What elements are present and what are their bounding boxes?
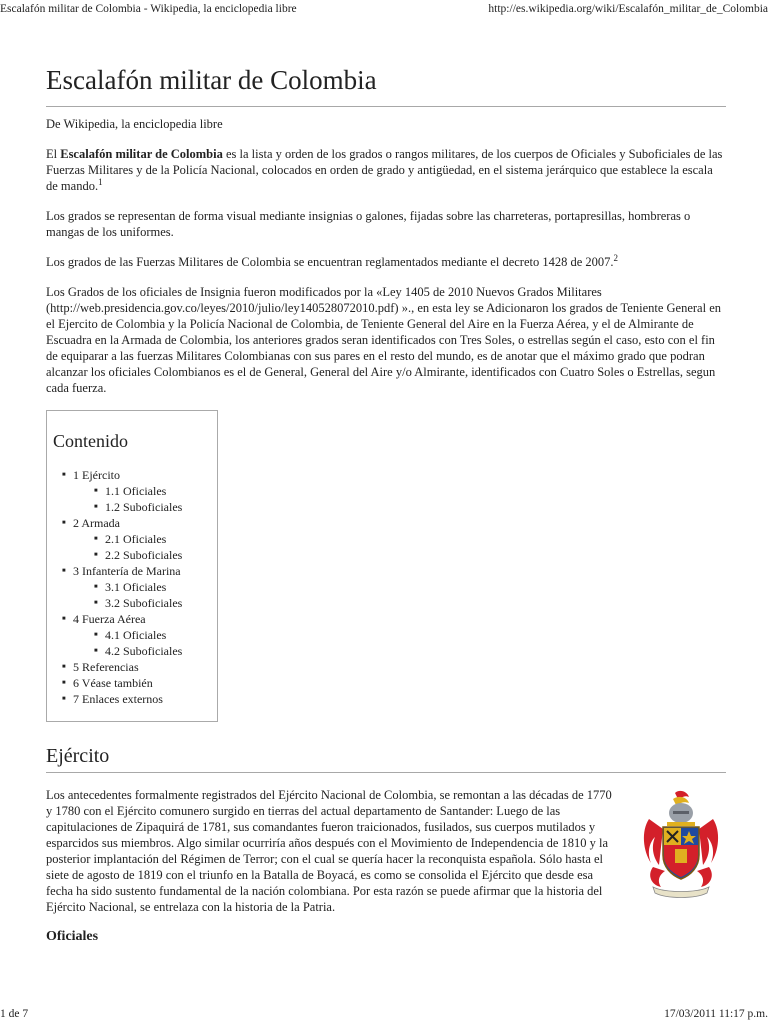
page-count: 1 de 7 (0, 1008, 29, 1020)
toc-subitem[interactable]: ■ 1.2 Suboficiales (105, 499, 217, 515)
print-url[interactable]: http://es.wikipedia.org/wiki/Escalafón_militar_de_Colombia (488, 3, 768, 15)
toc-item-label[interactable]: 6 Véase también (73, 676, 153, 690)
toc-item-label[interactable]: 5 Referencias (73, 660, 139, 674)
site-subtitle: De Wikipedia, la enciclopedia libre (46, 117, 223, 131)
print-datetime: 17/03/2011 11:17 p.m. (664, 1008, 768, 1020)
table-of-contents (46, 410, 218, 722)
toc-subitem[interactable]: ■ 2.1 Oficiales (105, 531, 217, 547)
toc-item[interactable] (73, 611, 217, 659)
toc-item[interactable] (73, 563, 217, 611)
paragraph-decreto-text: Los grados de las Fuerzas Militares de Colombia se encuentran reglamentados mediante el decreto 1428 de 2007. (46, 255, 614, 269)
intro-paragraph (46, 146, 726, 194)
toc-sublist (73, 579, 217, 611)
paragraph-ejercito: Los antecedentes formalmente registrados del Ejército Nacional de Colombia, se remontan a las décadas de 1770 y 1780 con el Ejército comunero surgido en tierras del actual departamento de Santander: Luego de las capitulaciones de Zipaquirá de 1781, sus comandantes fueron traicionados, fusilados, sus cuerpos mutilados y esparcidos sus miembros. Algo similar ocurriría años después con el Movimiento de Independencia de 1810 y la posterior implantación del Régimen de Terror; con el cual se quería hacer la reconquista española. Sólo hasta el siete de agosto de 1819 con el triunfo en la Batalla de Boyacá, es como se consolida el Ejército que desde esa fecha ha sido sustento fundamental de la nación colombiana. Por esta razón se puede afirmar que la historia del Ejército Nacional, se entrelaza con la historia de la Patria. (46, 788, 612, 914)
print-footer (0, 1005, 768, 1023)
intro-bold-term: Escalafón militar de Colombia (60, 147, 223, 161)
toc-list (53, 467, 217, 707)
toc-item-label[interactable]: 4 Fuerza Aérea (73, 612, 146, 626)
toc-item[interactable] (73, 515, 217, 563)
intro-text: es la lista y orden de los grados o rangos militares, de los cuerpos de Oficiales y Suboficiales de las Fuerzas Militares y de la Policía Nacional, colocados en orden de grado y antigüedad, en el sistema jerárquico que establece la escala de mando. (46, 147, 723, 193)
print-page-title: Escalafón militar de Colombia - Wikipedia, la enciclopedia libre (0, 3, 297, 15)
toc-subitem[interactable]: ■ 3.1 Oficiales (105, 579, 217, 595)
subsection-heading-oficiales: Oficiales (46, 929, 99, 944)
section-ejercito (46, 787, 726, 915)
toc-heading: Contenido (53, 431, 128, 451)
paragraph-insignias: Los grados se representan de forma visual mediante insignias o galones, fijadas sobre las charreteras, portapresillas, hombreras o mangas de los uniformes. (46, 209, 691, 239)
print-header (0, 0, 768, 18)
toc-sublist (73, 531, 217, 563)
reference-2[interactable]: 2 (613, 253, 619, 263)
reference-1[interactable]: 1 (98, 177, 103, 187)
toc-sublist (73, 483, 217, 515)
paragraph-ley: Los Grados de los oficiales de Insignia fueron modificados por la «Ley 1405 de 2010 Nuevos Grados Militares (http://web.presidencia.gov.co/leyes/2010/julio/ley140528072010.pdf) »., en esta ley se Adicionaron los grados de Teniente General en el Ejercito de Colombia y la Policía Nacional de Colombia, de Teniente General del Aire en la Fuerza Aérea, y el de Almirante de Escuadra en la Armada de Colombia, los anteriores grados seran identificados con Tres Soles, o estrellas según el caso, esto con el fin de equiparar a las fuerzas Militares Colombianas con sus pares en el resto del mundo, es de anotar que el máximo grado que podran alcanzar los oficiales Colombianos es el de General, General del Aire y/o Almirante, identificados con Cuatro Soles o Estrellas, segun cada fuerza. (46, 285, 721, 395)
intro-prefix: El (46, 147, 61, 161)
page-title: Escalafón militar de Colombia (46, 58, 726, 107)
toc-sublist (73, 627, 217, 659)
toc-item[interactable] (73, 675, 217, 691)
toc-subitem[interactable]: ■ 2.2 Suboficiales (105, 547, 217, 563)
paragraph-decreto (46, 254, 726, 270)
toc-item-label[interactable]: 2 Armada (73, 516, 120, 530)
toc-subitem[interactable]: ■ 4.1 Oficiales (105, 627, 217, 643)
article-content (46, 58, 726, 945)
toc-item[interactable] (73, 691, 217, 707)
toc-item-label[interactable]: 7 Enlaces externos (73, 692, 163, 706)
ejercito-emblem-image[interactable] (639, 789, 723, 901)
section-heading-ejercito: Ejército (46, 742, 726, 773)
toc-item[interactable] (73, 467, 217, 515)
toc-subitem[interactable]: ■ 4.2 Suboficiales (105, 643, 217, 659)
toc-subitem[interactable]: ■ 3.2 Suboficiales (105, 595, 217, 611)
toc-item-label[interactable]: 1 Ejército (73, 468, 120, 482)
toc-item-label[interactable]: 3 Infantería de Marina (73, 564, 181, 578)
toc-item[interactable] (73, 659, 217, 675)
toc-subitem[interactable]: ■ 1.1 Oficiales (105, 483, 217, 499)
